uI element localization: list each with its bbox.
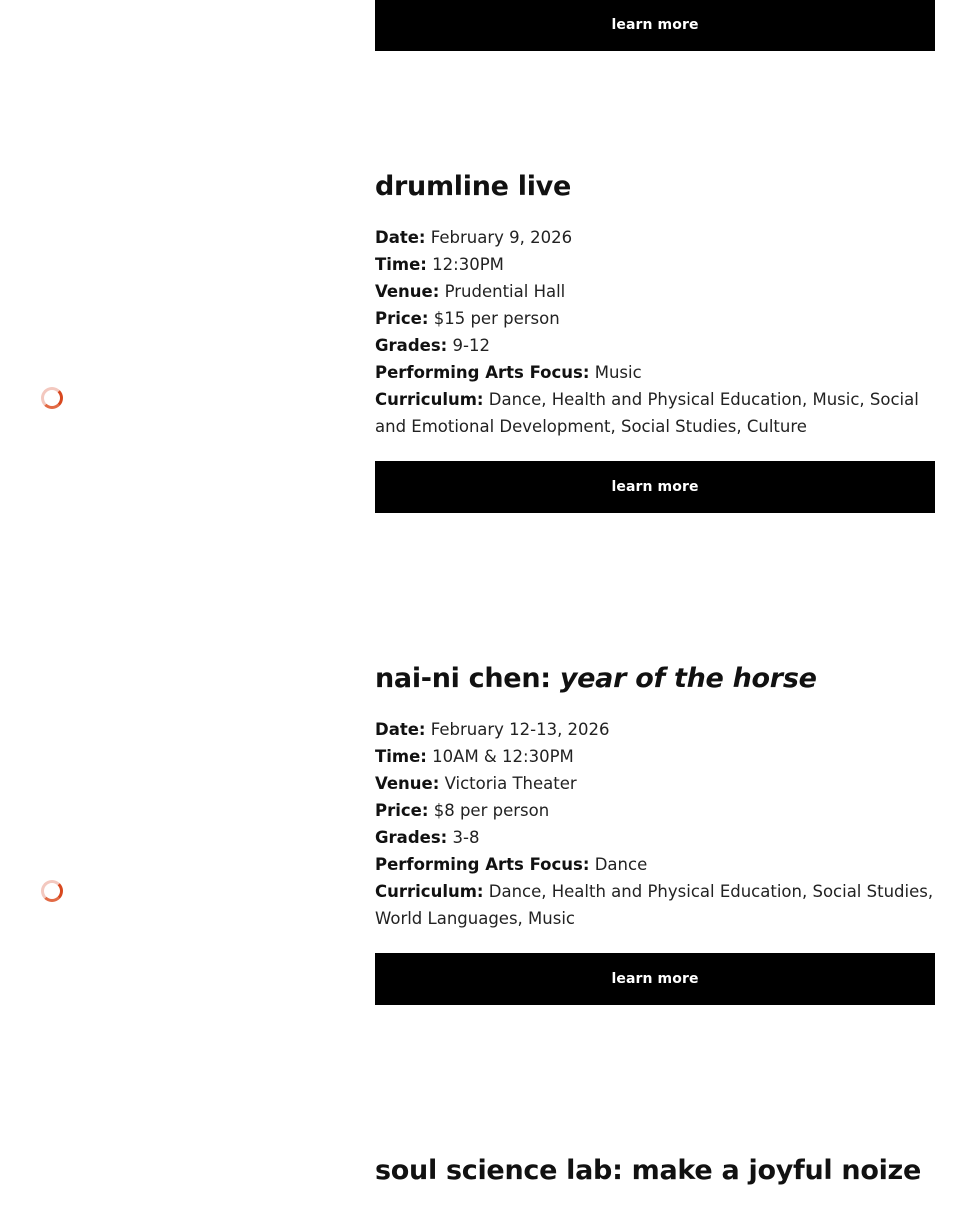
detail-value: Music — [594, 363, 642, 382]
event-title[interactable] — [375, 1154, 935, 1188]
detail-grades — [375, 824, 935, 851]
event-title-text: nai-ni chen: — [375, 663, 560, 694]
detail-value: Dance, Health and Physical Education, Music, Social and Emotional Development, Social Studies, Culture — [375, 390, 919, 436]
detail-venue — [375, 770, 935, 797]
detail-date — [375, 716, 935, 743]
detail-label: Grades: — [375, 828, 448, 847]
detail-label: Date: — [375, 228, 426, 247]
detail-value: $15 per person — [433, 309, 560, 328]
detail-label: Performing Arts Focus: — [375, 363, 590, 382]
detail-value: $8 per person — [433, 801, 550, 820]
detail-value: 3-8 — [452, 828, 480, 847]
loading-spinner-icon — [41, 387, 63, 409]
detail-label: Venue: — [375, 282, 440, 301]
detail-price — [375, 305, 935, 332]
detail-value: Dance — [594, 855, 648, 874]
detail-value: February 12-13, 2026 — [430, 720, 610, 739]
detail-curriculum — [375, 386, 935, 440]
detail-value: 10AM & 12:30PM — [432, 747, 574, 766]
detail-date — [375, 224, 935, 251]
detail-label: Time: — [375, 255, 427, 274]
detail-curriculum — [375, 878, 935, 932]
detail-grades — [375, 332, 935, 359]
detail-value: Prudential Hall — [444, 282, 566, 301]
event-card — [375, 662, 935, 1005]
detail-label: Curriculum: — [375, 390, 484, 409]
detail-focus — [375, 851, 935, 878]
detail-value: 9-12 — [452, 336, 490, 355]
event-title[interactable] — [375, 662, 935, 696]
event-card — [375, 1154, 935, 1188]
learn-more-button[interactable]: learn more — [375, 953, 935, 1005]
event-title-text: soul science lab: make a joyful noize — [375, 1155, 921, 1186]
detail-time — [375, 743, 935, 770]
detail-value: Dance, Health and Physical Education, Social Studies, World Languages, Music — [375, 882, 934, 928]
detail-label: Grades: — [375, 336, 448, 355]
detail-focus — [375, 359, 935, 386]
event-details — [375, 716, 935, 932]
detail-label: Price: — [375, 801, 429, 820]
learn-more-button[interactable]: learn more — [375, 0, 935, 51]
detail-label: Performing Arts Focus: — [375, 855, 590, 874]
detail-label: Venue: — [375, 774, 440, 793]
detail-price — [375, 797, 935, 824]
detail-label: Price: — [375, 309, 429, 328]
event-details — [375, 224, 935, 440]
loading-spinner-icon — [41, 880, 63, 902]
event-title[interactable] — [375, 170, 935, 204]
detail-label: Time: — [375, 747, 427, 766]
detail-value: Victoria Theater — [444, 774, 577, 793]
detail-label: Curriculum: — [375, 882, 484, 901]
learn-more-button[interactable]: learn more — [375, 461, 935, 513]
detail-value: February 9, 2026 — [430, 228, 573, 247]
event-card — [375, 170, 935, 513]
event-title-italic: year of the horse — [559, 663, 817, 694]
event-title-text: drumline live — [375, 171, 571, 202]
detail-venue — [375, 278, 935, 305]
detail-value: 12:30PM — [432, 255, 504, 274]
detail-label: Date: — [375, 720, 426, 739]
detail-time — [375, 251, 935, 278]
